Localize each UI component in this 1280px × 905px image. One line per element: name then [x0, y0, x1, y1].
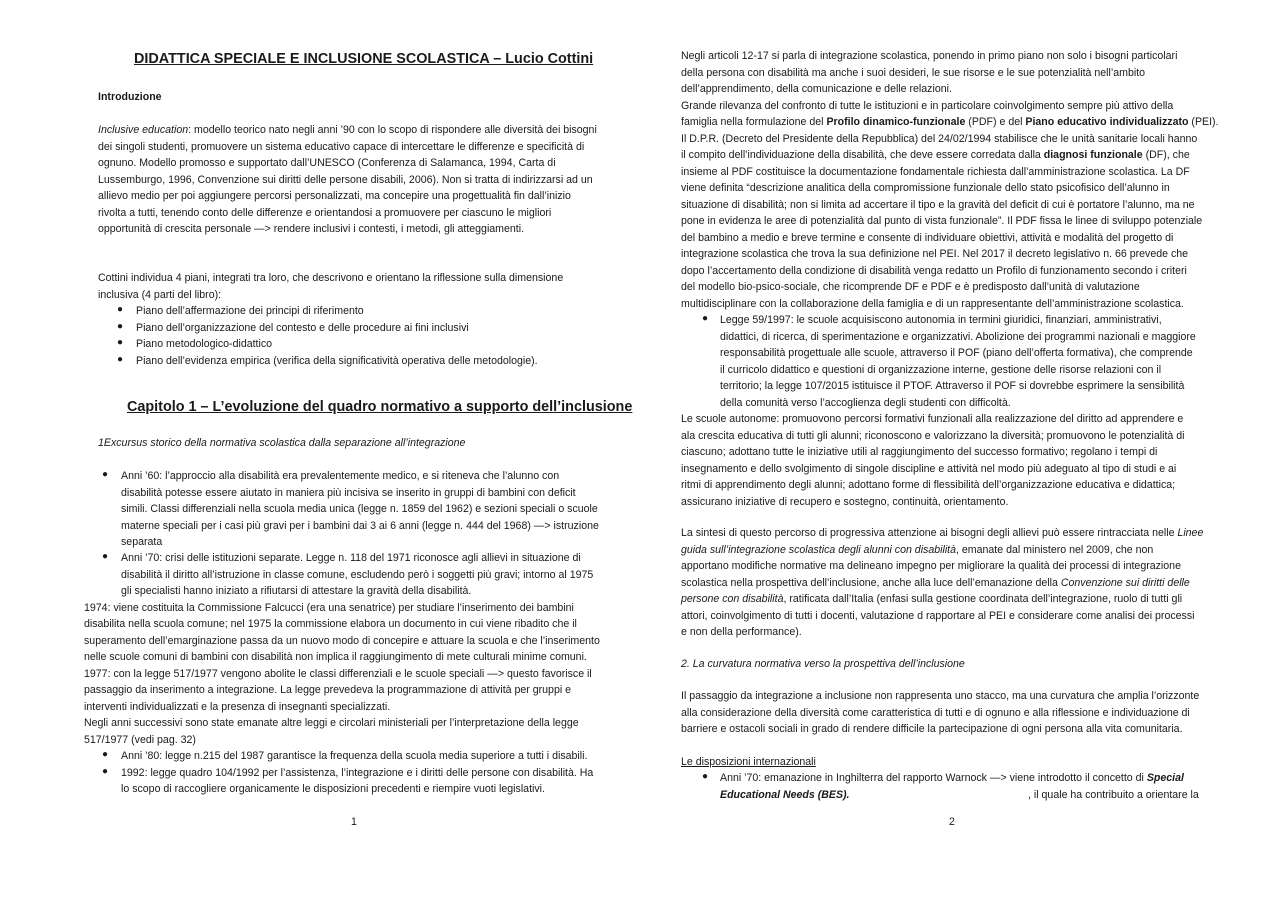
page-number: 1	[351, 816, 357, 828]
bullet-icon: ●	[702, 313, 709, 324]
section-heading: 2. La curvatura normativa verso la prospettiva dell’inclusione	[681, 658, 965, 670]
subsection-heading: Le disposizioni internazionali	[681, 756, 816, 768]
intro-term: Inclusive education	[98, 124, 189, 136]
bullet-icon: ●	[102, 749, 109, 760]
intro-heading: Introduzione	[98, 91, 162, 103]
chapter-title: Capitolo 1 – L’evoluzione del quadro normativo a supporto dell’inclusione	[127, 399, 633, 415]
bullet-icon: ●	[117, 304, 124, 315]
list-item: Piano dell’affermazione dei principi di riferimento	[136, 305, 364, 317]
bullet-icon: ●	[702, 771, 709, 782]
bullet-icon: ●	[117, 320, 124, 332]
bullet-icon: ●	[102, 765, 109, 777]
section-heading: 1Excursus storico della normativa scolastica dalla separazione all’integrazione	[98, 437, 466, 449]
page-number: 2	[949, 816, 955, 828]
bullet-icon: ●	[102, 551, 109, 562]
page-1: DIDATTICA SPECIALE E INCLUSIONE SCOLASTICA – Lucio Cottini Introduzione Inclusive education: modello teorico nato negli anni ’90 con lo scopo di rispondere alle diversità dei bisogni dei singoli studenti, promuovere un sistema educativo capace di intercettare le differenze e specificità di ognuno. Modello promosso e supportato dall’UNESCO (Conferenza di Salamanca, 1994, Carta di Lussemburgo, 1996, Convenzione sui diritti delle persone disabili, 2006). Non si tratta di indirizzarsi ad un allievo medio per poi aggiungere percorsi personalizzati, ma concepire una progettualità fin dall’inizio rivolta a tutti, tenendo conto delle differenze e orientandosi a promuovere per ciascuno le migliori opportunità di crescita personale —> rendere inclusivi i contesti, i metodi, gli atteggiamenti. Cottini individua 4 piani, integrati tra loro, che descrivono e orientano la riflessione sulla dimensione inclusiva (4 parti del libro): ● Piano dell’affermazione dei principi di riferimento ● Piano dell’organizzazione del contesto e delle procedure ai fini inclusivi ● Piano metodologico-didattico ● Piano dell’evidenza empirica (verifica della significatività operativa delle metodologie). Capitolo 1 – L’evoluzione del quadro normativo a supporto dell’inclusione 1Excursus storico della normativa scolastica dalla separazione all’integrazione ● Anni ’60: l’approccio alla disabilità era prevalentemente medico, e si riteneva che l’alunno con disabilità potesse essere aiutato in maniera più incisiva se inserito in gruppi di bambini con deficit simili. Classi differenziali nella scuola media unica (legge n. 1859 del 1962) e sezioni speciali o scuole materne speciali per i casi più gravi per i bambini dai 3 ai 6 anni (legge n. 444 del 1968) —> istruzione separata ● Anni ’70: crisi delle istituzioni separate. Legge n. 118 del 1971 riconosce agli allievi in situazione di disabilità il diritto all’istruzione in classe comune, escludendo però i soggetti più gravi; intorno al 1975 gli specialisti hanno iniziato a rifiutarsi di attestare la gravità della disabilità. 1974: viene costituita la Commissione Falcucci (era una senatrice) per studiare l’inserimento dei bambini disabilita nella scuola comune; nel 1975 la commissione elabora un documento in cui viene ribadito che il superamento dell’emarginazione passa da un nuovo modo di concepire e attuare la scuola e che l’inserimento nelle scuole comuni di bambini con disabilità non implica il raggiungimento di mete culturali minime comuni. 1977: con la legge 517/1977 vengono abolite le classi differenziali e le scuole speciali —> questo favorisce il passaggio da inserimento a integrazione. La legge prevedeva la programmazione di attività per gruppi e interventi individualizzati e la presenza di insegnanti specializzati. Negli anni successivi sono state emanate altre leggi e circolari ministeriali per l’interpretazione della legge 517/1977 (vedi pag. 32) ● Anni ’80: legge n.215 del 1987 garantisce la frequenza della scuola media superiore a tutti i disabili. ● 1992: legge quadro 104/1992 per l’assistenza, l’integrazione e i diritti delle persone con disabilità. Ha lo scopo di raccogliere organicamente le disposizioni precedenti e riempire vuoti legislativi. 1	[84, 51, 633, 828]
list-item: Piano metodologico-didattico	[136, 338, 273, 350]
page-2: Negli articoli 12-17 si parla di integrazione scolastica, ponendo in primo piano non solo i bisogni particolari della persona con disabilità ma anche i suoi desideri, le sue risorse e le sue potenzialità nell’ambito dell’apprendimento, della comunicazione e delle relazioni. Grande rilevanza del confronto di tutte le istituzioni e in particolare coinvolgimento sempre più attivo della famiglia nella formulazione del Profilo dinamico-funzionale (PDF) e del Piano educativo individualizzato (PEI). Il D.P.R. (Decreto del Presidente della Repubblica) del 24/02/1994 stabilisce che le unità sanitarie locali hanno il compito dell’individuazione della disabilità, che deve essere corredata dalla diagnosi funzionale (DF), che insieme al PDF costituisce la documentazione fondamentale richiesta dall’amministrazione scolastica. La DF viene definita “descrizione analitica della compromissione funzionale dello stato psicofisico dell’alunno in situazione di disabilità; non si limita ad accertare il tipo e la gravità del deficit di cui è portatore l’alunno, ma ne pone in evidenza le aree di potenzialità dal punto di vista funzionale”. Il PDF fissa le linee di sviluppo potenziale del bambino a medio e breve termine e consente di individuare obiettivi, attività e modalità del progetto di integrazione scolastica che trova la sua definizione nel PEI. Nel 2017 il decreto legislativo n. 66 prevede che dopo l’accertamento della condizione di disabilità venga redatto un Profilo di funzionamento secondo i criteri del modello bio-psico-sociale, che ricomprende DF e PDF e è predisposto dall’unità di valutazione multidisciplinare con la collaborazione della famiglia e di un rappresentante dell’amministrazione scolastica. ● Legge 59/1997: le scuole acquisiscono autonomia in termini giuridici, finanziari, amministrativi, didattici, di ricerca, di sperimentazione e organizzativi. Abolizione dei programmi nazionali e maggiore responsabilità progettuale alle scuole, attraverso il POF (piano dell’offerta formativa), che comprende il curricolo didattico e questioni di organizzazione interne, gestione delle risorse relazioni con il territorio; la legge 107/2015 istituisce il PTOF. Attraverso il POF si dovrebbe esprimere la sensibilità della comunità verso l’accoglienza degli studenti con difficoltà. Le scuole autonome: promuovono percorsi formativi funzionali alla realizzazione del diritto ad apprendere e ala crescita educativa di tutti gli alunni; riconoscono e valorizzano la diversità; promuovono le potenzialità di ciascuno; adottano tutte le iniziative utili al raggiungimento del successo formativo; regolano i tempi di insegnamento e dello svolgimento di singole discipline e attività nel modo più adeguato al tipo di studi e ai ritmi di apprendimento degli alunni; adottano forme di flessibilità dell’organizzazione educativa e didattica; assicurano iniziative di recupero e sostegno, continuità, orientamento. La sintesi di questo percorso di progressiva attenzione ai bisogni degli allievi può essere rintracciata nelle Linee guida sull’integrazione scolastica degli alunni con disabilità, emanate dal ministero nel 2009, che non apportano modifiche normative ma delineano impegno per migliorare la qualità dei processi di integrazione scolastica nella prospettiva dell’inclusione, anche alla luce dell’emanazione della Convenzione sui diritti delle persone con disabilità, ratificata dall’Italia (enfasi sulla gestione coordinata dell’integrazione, ruolo di tutti gli attori, coinvolgimento di tutti i docenti, valutazione d rapportare al PEI e considerare come analisi dei processi e non della performance). 2. La curvatura normativa verso la prospettiva dell’inclusione Il passaggio da integrazione a inclusione non rappresenta uno stacco, ma una curvatura che amplia l’orizzonte alla considerazione della diversità come caratteristica di tutti e di ognuno e alla riflessione e individuazione di barriere e ostacoli sociali in grado di rendere difficile la partecipazione di ogni persona alla vita comunitaria. Le disposizioni internazionali ● Anni ’70: emanazione in Inghilterra del rapporto Warnock —> viene introdotto il concetto di Special Educational Needs (BES). , il quale ha contribuito a orientare la 2	[681, 50, 1219, 828]
bullet-icon: ●	[117, 337, 124, 348]
bullet-icon: ●	[117, 353, 124, 365]
bullet-icon: ●	[102, 469, 109, 480]
list-item: Piano dell’organizzazione del contesto e delle procedure ai fini inclusivi	[136, 321, 469, 334]
list-item: Piano dell’evidenza empirica (verifica della significatività operativa delle metodologie).	[136, 354, 538, 367]
document-title: DIDATTICA SPECIALE E INCLUSIONE SCOLASTICA – Lucio Cottini	[134, 51, 594, 67]
